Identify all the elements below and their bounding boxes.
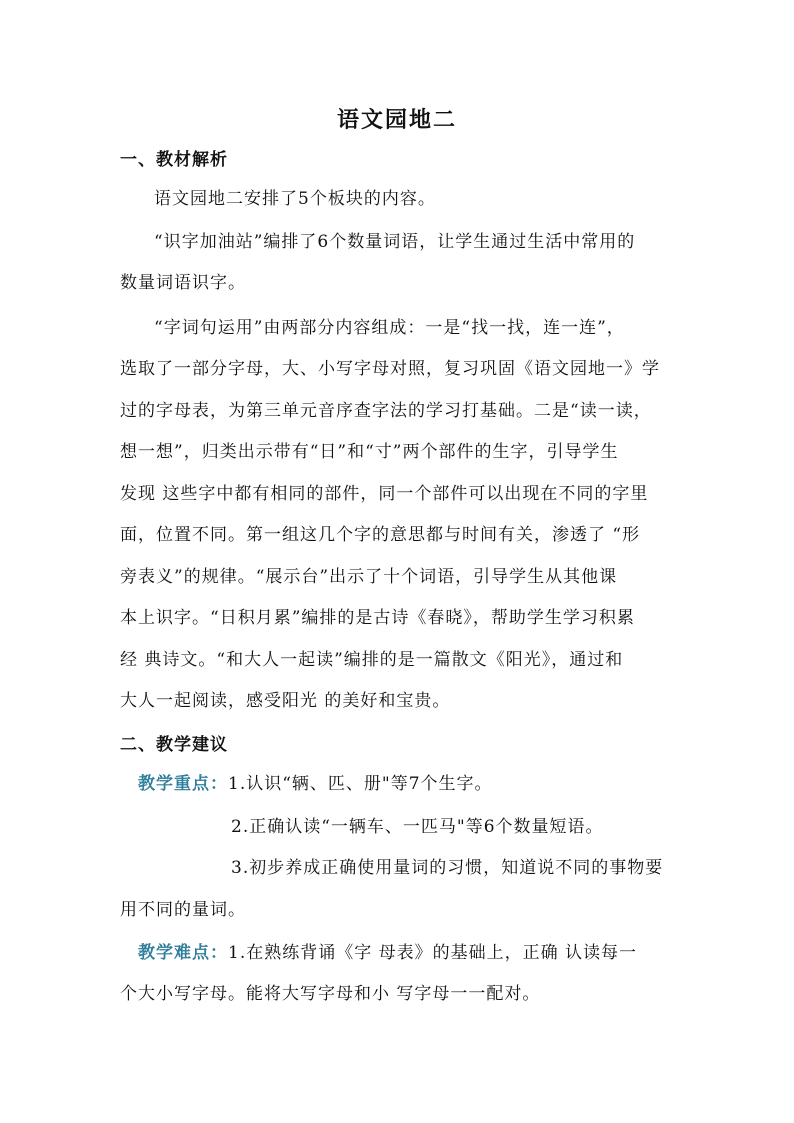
section-heading-analysis: 一、教材解析 <box>120 150 228 170</box>
paragraph-line: “识字加油站”编排了6个数量词语，让学生通过生活中常用的 <box>154 232 636 252</box>
focus-line <box>138 772 493 796</box>
focus-label: 教学重点： <box>138 774 228 794</box>
paragraph-line: 数量词语识字。 <box>120 273 246 293</box>
paragraph-line: “字词句运用”由两部分内容组成：一是“找一找，连一连”， <box>154 318 625 338</box>
difficulty-item: 个大小写字母。能将大写字母和小 写字母一一配对。 <box>120 984 541 1004</box>
focus-item: 用不同的量词。 <box>120 900 246 920</box>
paragraph-line: 语文园地二安排了5个板块的内容。 <box>154 189 436 209</box>
paragraph-line: 过的字母表，为第三单元音序查字法的学习打基础。二是“读一读， <box>120 401 652 421</box>
difficulty-line <box>138 941 637 965</box>
paragraph-line: 发现 这些字中都有相同的部件，同一个部件可以出现在不同的字里 <box>120 484 649 504</box>
difficulty-item: 1.在熟练背诵《字 母表》的基础上，正确 认读每一 <box>228 943 638 963</box>
section-heading-suggestions: 二、教学建议 <box>120 735 228 755</box>
paragraph-line: 本上识字。“日积月累”编排的是古诗《春晓》，帮助学生学习积累 <box>120 608 635 628</box>
paragraph-line: 选取了一部分字母，大、小写字母对照，复习巩固《语文园地一》学 <box>120 359 660 379</box>
focus-item: 3.初步养成正确使用量词的习惯，知道说不同的事物要 <box>231 858 664 878</box>
focus-item: 1.认识“辆、匹、册"等7个生字。 <box>228 774 493 794</box>
paragraph-line: 想一想”，归类出示带有“日”和“寸”两个部件的生字，引导学生 <box>120 442 619 462</box>
focus-item: 2.正确认读“一辆车、一匹马"等6个数量短语。 <box>231 817 604 837</box>
paragraph-line: 面，位置不同。第一组这几个字的意思都与时间有关，渗透了 “形 <box>120 525 641 545</box>
paragraph-line: 旁表义”的规律。“展示台”出示了十个词语，引导学生从其他课 <box>120 567 618 587</box>
page-title: 语文园地二 <box>336 107 457 133</box>
difficulty-label: 教学难点： <box>138 943 228 963</box>
paragraph-line: 大人一起阅读，感受阳光 的美好和宝贵。 <box>120 691 451 711</box>
paragraph-line: 经 典诗文。“和大人一起读”编排的是一篇散文《阳光》，通过和 <box>120 650 624 670</box>
